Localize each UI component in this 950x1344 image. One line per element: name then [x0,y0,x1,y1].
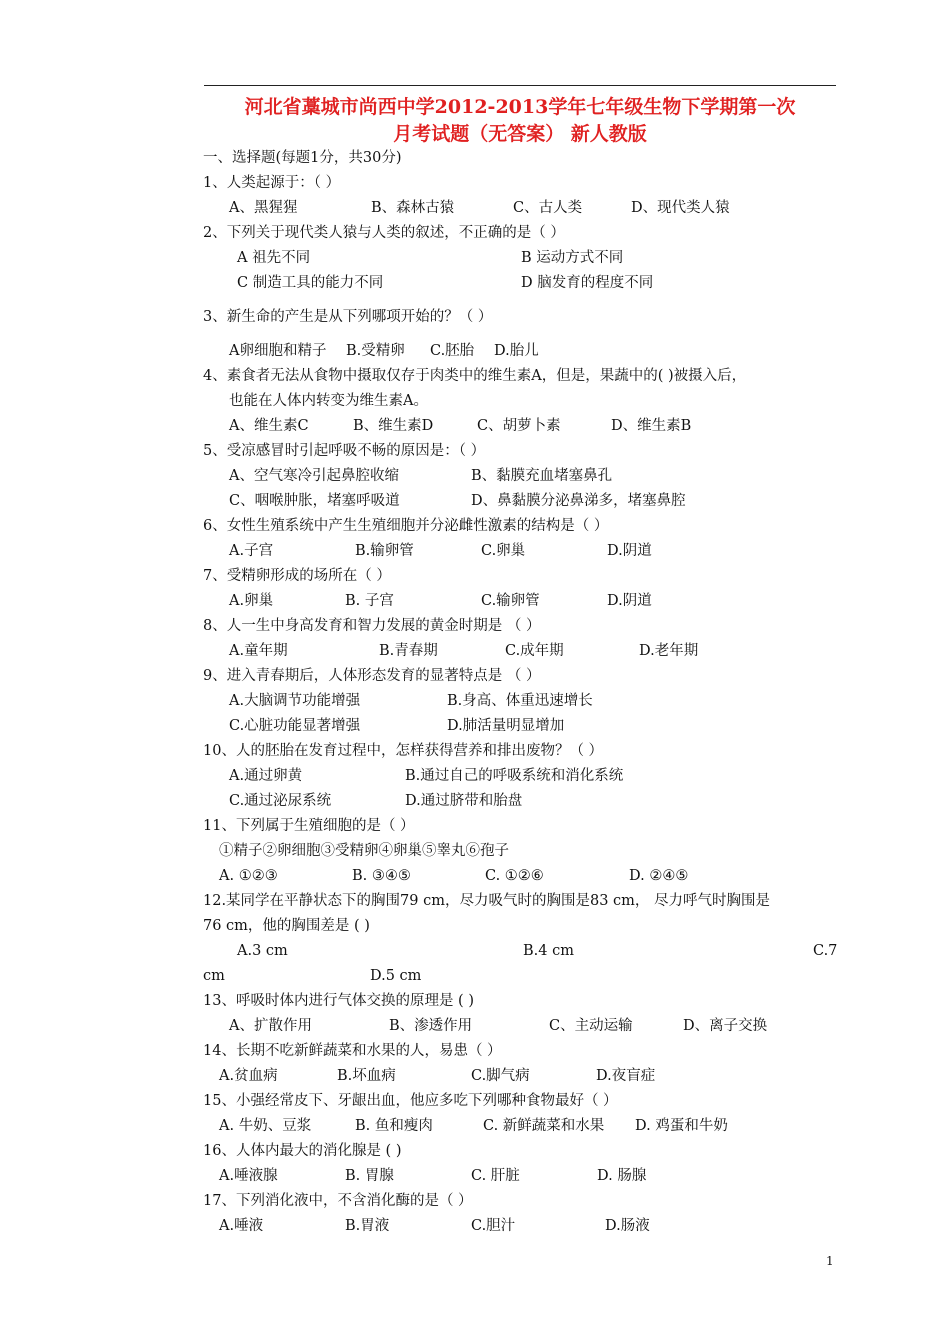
question-1-stem: 1、人类起源于：（ ） [203,175,341,191]
question-12-stem-cont: 76 cm，他的胸围差是 ( ) [203,918,370,934]
option-a: A.子宫 [229,543,274,559]
option-d: D.肠液 [605,1218,650,1234]
option-d: D.阴道 [607,543,652,559]
option-d: D 脑发育的程度不同 [521,275,654,291]
option-b: B 运动方式不同 [521,250,624,266]
option-a: A 祖先不同 [237,250,311,266]
option-c: C.通过泌尿系统 [229,793,332,809]
option-b: B、渗透作用 [389,1018,473,1034]
question-12-options [203,939,848,964]
option-a: A.3 cm [237,943,288,959]
option-b: B.通过自己的呼吸系统和消化系统 [405,768,624,784]
option-c: C、主动运输 [549,1018,633,1034]
option-d: D. 肠腺 [597,1168,647,1184]
option-d: D.通过脐带和胎盘 [405,793,523,809]
section-heading: 一、选择题(每题1分，共30分) [203,150,402,166]
option-c: C 制造工具的能力不同 [237,275,384,291]
exam-content [203,146,848,1239]
question-9-stem: 9、进入青春期后，人体形态发育的显著特点是 （ ） [203,668,541,684]
question-10-stem: 10、人的胚胎在发育过程中，怎样获得营养和排出废物？（ ） [203,743,604,759]
option-a: A.童年期 [229,643,288,659]
option-c: C.卵巢 [481,543,526,559]
question-17-stem: 17、下列消化液中，不含消化酶的是（ ） [203,1193,473,1209]
option-d: D.老年期 [639,643,699,659]
question-13-options [203,1014,848,1039]
question-8-options [203,639,848,664]
option-d: D. ②④⑤ [629,868,689,884]
question-16-stem: 16、人体内最大的消化腺是 ( ) [203,1143,402,1159]
page-number: 1 [826,1254,834,1268]
question-12-stem: 12.某同学在平静状态下的胸围79 cm，尽力吸气时的胸围是83 cm， 尽力呼气时胸围是 [203,893,771,909]
question-5-options-row2 [203,489,848,514]
question-4-stem-cont: 也能在人体内转变为维生素A。 [229,393,428,409]
question-8-stem: 8、人一生中身高发育和智力发展的黄金时期是 （ ） [203,618,541,634]
question-9-options-row2 [203,714,848,739]
option-b: B.坏血病 [337,1068,396,1084]
option-a: A卵细胞和精子 [229,343,327,359]
option-b: B.青春期 [379,643,438,659]
option-c: C、古人类 [513,200,583,216]
option-b: B.4 cm [523,943,574,959]
option-c: C.成年期 [505,643,564,659]
option-c: C.心脏功能显著增强 [229,718,361,734]
option-a: A.唾液 [219,1218,264,1234]
option-a: A.唾液腺 [219,1168,278,1184]
question-11-items: ①精子②卵细胞③受精卵④卵巢⑤睾丸⑥孢子 [219,843,509,859]
question-5-options-row1 [203,464,848,489]
option-d: D、鼻黏膜分泌鼻涕多，堵塞鼻腔 [471,493,686,509]
option-c: C、胡萝卜素 [477,418,561,434]
option-b: B、维生素D [353,418,434,434]
option-c: C.输卵管 [481,593,540,609]
option-d: D、现代类人猿 [631,200,730,216]
option-c: C.脚气病 [471,1068,530,1084]
question-1-options [203,196,848,221]
question-17-options [203,1214,848,1239]
option-b: B.输卵管 [355,543,414,559]
option-c: C.胆汁 [471,1218,516,1234]
question-11-options [203,864,848,889]
option-d: D.肺活量明显增加 [447,718,565,734]
option-b: B、森林古猿 [371,200,455,216]
question-14-stem: 14、长期不吃新鲜蔬菜和水果的人，易患（ ） [203,1043,502,1059]
option-b: B.胃液 [345,1218,390,1234]
option-b: B. 鱼和瘦肉 [355,1118,433,1134]
question-4-stem: 4、素食者无法从食物中摄取仅存于肉类中的维生素A，但是，果蔬中的( )被摄入后， [203,368,747,384]
option-a: A.贫血病 [219,1068,278,1084]
option-a: A、维生素C [229,418,309,434]
title-line-2: 月考试题（无答案） 新人教版 [393,123,647,145]
question-16-options [203,1164,848,1189]
question-15-stem: 15、小强经常皮下、牙龈出血，他应多吃下列哪种食物最好（ ） [203,1093,618,1109]
option-d: D. 鸡蛋和牛奶 [635,1118,728,1134]
option-a: A. 牛奶、豆浆 [219,1118,312,1134]
option-d: D.胎儿 [494,343,539,359]
option-a: A.卵巢 [229,593,274,609]
option-a: A.通过卵黄 [229,768,303,784]
question-3-options [203,339,848,364]
option-a: A. ①②③ [219,868,278,884]
option-c: C.7 [813,943,838,959]
question-9-options-row1 [203,689,848,714]
question-2-stem: 2、下列关于现代类人猿与人类的叙述，不正确的是（ ） [203,225,565,241]
option-a: A、扩散作用 [229,1018,312,1034]
option-d: D.夜盲症 [596,1068,656,1084]
question-7-stem: 7、受精卵形成的场所在（ ） [203,568,391,584]
question-12-options-cont [203,964,848,989]
option-c: C. 肝脏 [471,1168,520,1184]
question-4-options [203,414,848,439]
question-5-stem: 5、受凉感冒时引起呼吸不畅的原因是：（ ） [203,443,486,459]
question-10-options-row2 [203,789,848,814]
title-line-1: 河北省藁城市尚西中学2012-2013学年七年级生物下学期第一次 [244,96,796,118]
question-14-options [203,1064,848,1089]
question-2-options-row1 [203,246,848,271]
option-b: B. 胃腺 [345,1168,394,1184]
option-c-unit: cm [203,968,225,984]
question-6-stem: 6、女性生殖系统中产生生殖细胞并分泌雌性激素的结构是（ ） [203,518,609,534]
option-c: C、咽喉肿胀，堵塞呼吸道 [229,493,400,509]
option-b: B. 子宫 [345,593,394,609]
option-d: D.阴道 [607,593,652,609]
option-a: A.大脑调节功能增强 [229,693,361,709]
question-6-options [203,539,848,564]
option-a: A、空气寒冷引起鼻腔收缩 [229,468,399,484]
question-11-stem: 11、下列属于生殖细胞的是（ ） [203,818,415,834]
question-10-options-row1 [203,764,848,789]
question-13-stem: 13、呼吸时体内进行气体交换的原理是 ( ) [203,993,474,1009]
question-7-options [203,589,848,614]
option-b: B.受精卵 [346,343,405,359]
option-d: D、离子交换 [683,1018,768,1034]
question-2-options-row2 [203,271,848,296]
option-d: D.5 cm [370,968,422,984]
top-rule [204,85,836,86]
option-c: C. ①②⑥ [485,868,544,884]
option-a: A、黑猩猩 [229,200,298,216]
option-b: B. ③④⑤ [352,868,411,884]
option-d: D、维生素B [611,418,692,434]
option-b: B.身高、体重迅速增长 [447,693,593,709]
question-3-stem: 3、新生命的产生是从下列哪项开始的？（ ） [203,309,493,325]
option-c: C.胚胎 [430,343,475,359]
option-b: B、黏膜充血堵塞鼻孔 [471,468,613,484]
question-15-options [203,1114,848,1139]
document-title [204,94,836,148]
option-c: C. 新鲜蔬菜和水果 [483,1118,605,1134]
